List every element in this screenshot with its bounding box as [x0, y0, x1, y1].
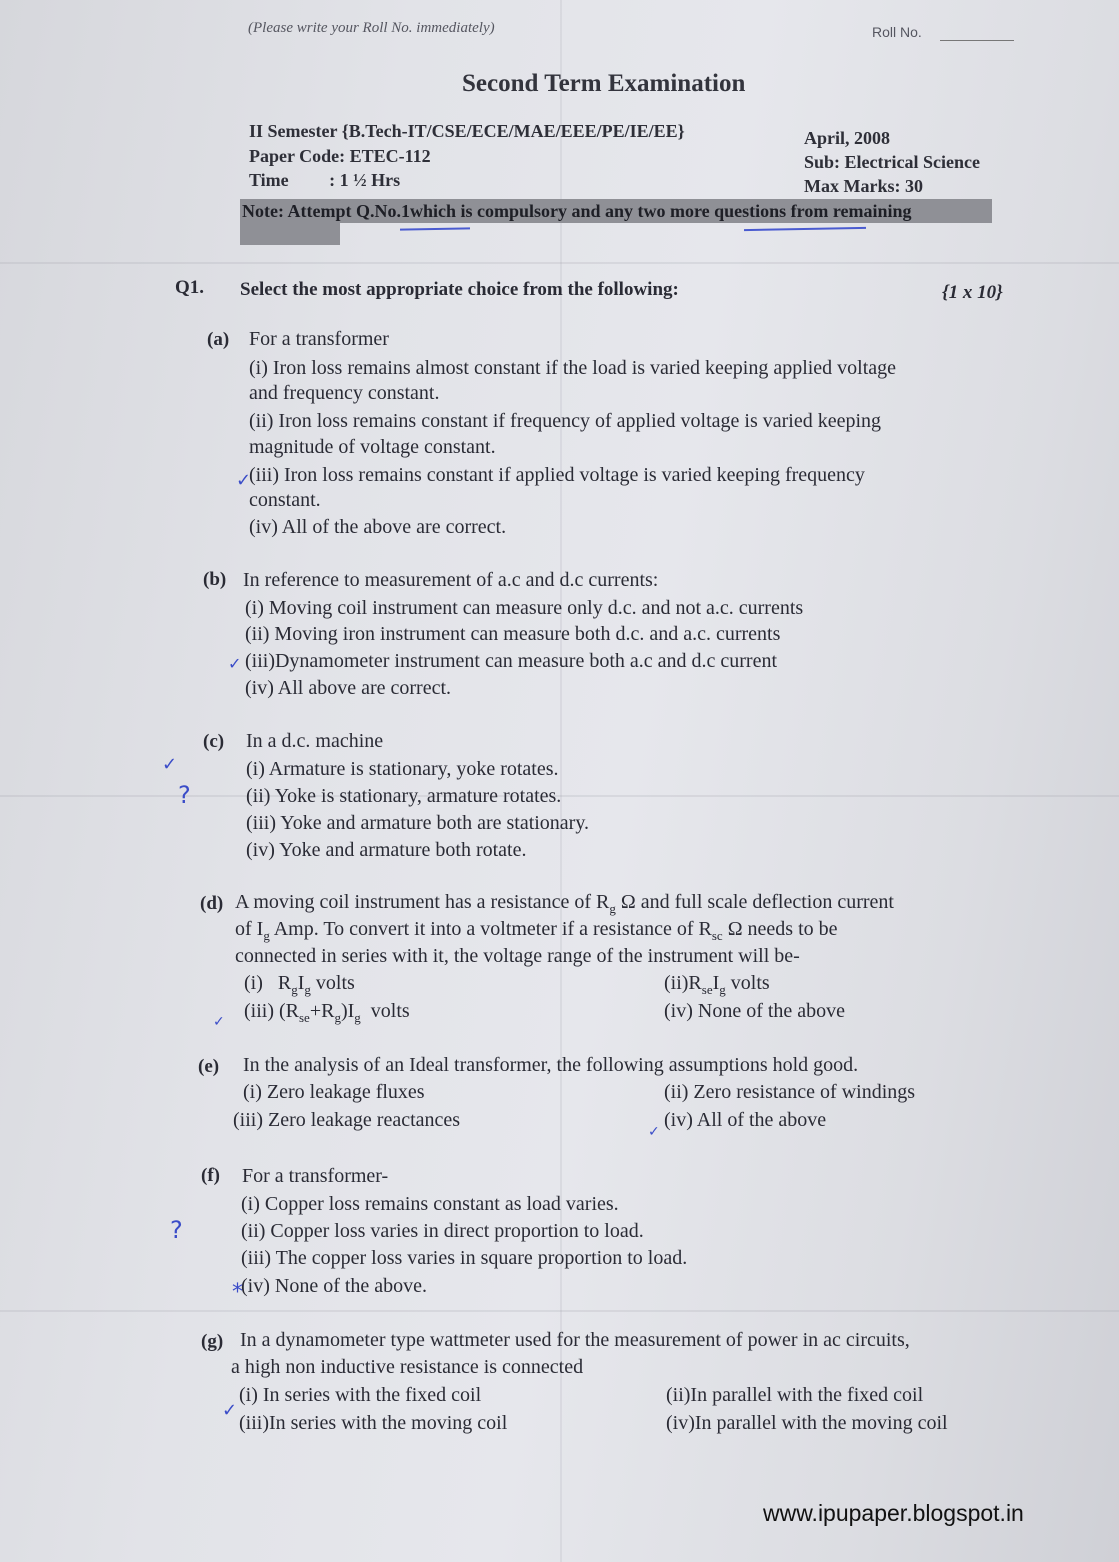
option: (i) $R_gI_g$ volts	[244, 972, 355, 997]
roll-number-blank	[940, 40, 1014, 41]
option: (iii) Yoke and armature both are stationary.	[246, 812, 590, 834]
question-marks: {1 x 10}	[942, 282, 1003, 303]
option: (iii)Dynamometer instrument can measure both a.c and d.c current	[245, 650, 778, 672]
max-marks: Max Marks: 30	[804, 176, 923, 196]
option-cont: and frequency constant.	[249, 382, 440, 404]
option: (iii) Iron loss remains constant if applied voltage is varied keeping frequency	[249, 464, 865, 486]
option: (iv)In parallel with the moving coil	[666, 1412, 948, 1434]
question-mark-annotation: ?	[170, 1216, 183, 1244]
option: (i) Zero leakage fluxes	[243, 1081, 425, 1103]
semester-line: II Semester {B.Tech-IT/CSE/ECE/MAE/EEE/PE/IE/EE}	[249, 121, 685, 141]
exam-note: Note: Attempt Q.No.1which is compulsory and any two more questions from remaining	[242, 201, 912, 221]
option: (ii) Copper loss varies in direct proportion to load.	[241, 1220, 644, 1242]
tick-mark-icon: ✓	[162, 754, 178, 775]
option: $(ii)R_{se}I_g$ volts	[664, 972, 770, 997]
option: (ii) Yoke is stationary, armature rotates.	[246, 785, 562, 807]
option: (iv) None of the above.	[241, 1275, 428, 1297]
part-stem-cont: a high non inductive resistance is connected	[231, 1356, 584, 1378]
roll-number-label: Roll No.	[872, 24, 922, 40]
tick-mark-icon: ✓	[236, 470, 252, 491]
tick-mark-icon: ✓	[222, 1400, 238, 1421]
question-mark-annotation: ?	[178, 781, 191, 809]
tick-mark-icon: ✓	[648, 1124, 660, 1140]
option: (iii) Zero leakage reactances	[233, 1109, 461, 1131]
part-stem: In reference to measurement of a.c and d.c currents:	[243, 569, 659, 591]
part-label: (d)	[200, 893, 224, 914]
option: (iii)In series with the moving coil	[239, 1412, 508, 1434]
part-label: (f)	[201, 1165, 220, 1186]
time-allowed: Time : 1 ½ Hrs	[249, 170, 401, 190]
question-text: Select the most appropriate choice from the following:	[240, 279, 679, 300]
tick-mark-icon: ✓	[213, 1014, 225, 1030]
option: (ii) Moving iron instrument can measure both d.c. and a.c. currents	[245, 623, 781, 645]
star-annotation: *	[232, 1280, 243, 1305]
roll-note: (Please write your Roll No. immediately)	[248, 20, 495, 36]
option: (iv) Yoke and armature both rotate.	[246, 839, 527, 861]
option: (iv) None of the above	[664, 1000, 846, 1022]
tick-mark-icon: ✓	[228, 654, 242, 673]
option: (iv) All of the above are correct.	[249, 516, 507, 538]
option: (i) Copper loss remains constant as load varies.	[241, 1193, 619, 1215]
part-stem: In the analysis of an Ideal transformer, the following assumptions hold good.	[243, 1054, 859, 1076]
part-label: (a)	[207, 329, 230, 350]
part-stem: A moving coil instrument has a resistance of $R_g$ Ω and full scale deflection current	[235, 891, 894, 916]
option: (i) Moving coil instrument can measure only d.c. and not a.c. currents	[245, 597, 804, 619]
option: (ii)In parallel with the fixed coil	[666, 1384, 924, 1406]
source-url: www.ipupaper.blogspot.in	[763, 1500, 1024, 1526]
option: (ii) Iron loss remains constant if frequency of applied voltage is varied keeping	[249, 410, 882, 432]
part-stem-cont: of $I_g$ Amp. To convert it into a voltmeter if a resistance of $R_{sc}$ Ω needs to be	[235, 918, 838, 943]
part-label: (e)	[198, 1056, 220, 1077]
part-stem: For a transformer	[249, 328, 389, 350]
option-cont: magnitude of voltage constant.	[249, 436, 496, 458]
option: (iii) The copper loss varies in square proportion to load.	[241, 1247, 688, 1269]
option: (iv) All of the above	[664, 1109, 827, 1131]
option: (iii) $(R_{se}+R_g)I_g$ volts	[244, 1000, 410, 1025]
note-highlight	[240, 199, 992, 247]
part-stem: In a d.c. machine	[246, 730, 384, 752]
part-label: (c)	[203, 731, 225, 752]
question-number: Q1.	[175, 277, 205, 298]
part-stem: For a transformer-	[242, 1165, 389, 1187]
part-label: (b)	[203, 569, 227, 590]
option: (i) In series with the fixed coil	[239, 1384, 482, 1406]
part-stem-cont: connected in series with it, the voltage range of the instrument will be-	[235, 945, 800, 967]
option: (i) Armature is stationary, yoke rotates.	[246, 758, 559, 780]
subject: Sub: Electrical Science	[804, 152, 980, 172]
option: (iv) All above are correct.	[245, 677, 452, 699]
option-cont: constant.	[249, 489, 321, 511]
option: (ii) Zero resistance of windings	[664, 1081, 916, 1103]
paper-code: Paper Code: ETEC-112	[249, 146, 431, 166]
part-stem: In a dynamometer type wattmeter used for the measurement of power in ac circuits,	[240, 1329, 910, 1351]
option: (i) Iron loss remains almost constant if the load is varied keeping applied voltage	[249, 357, 897, 379]
part-label: (g)	[201, 1331, 224, 1352]
exam-date: April, 2008	[804, 128, 891, 148]
exam-title: Second Term Examination	[462, 70, 746, 97]
